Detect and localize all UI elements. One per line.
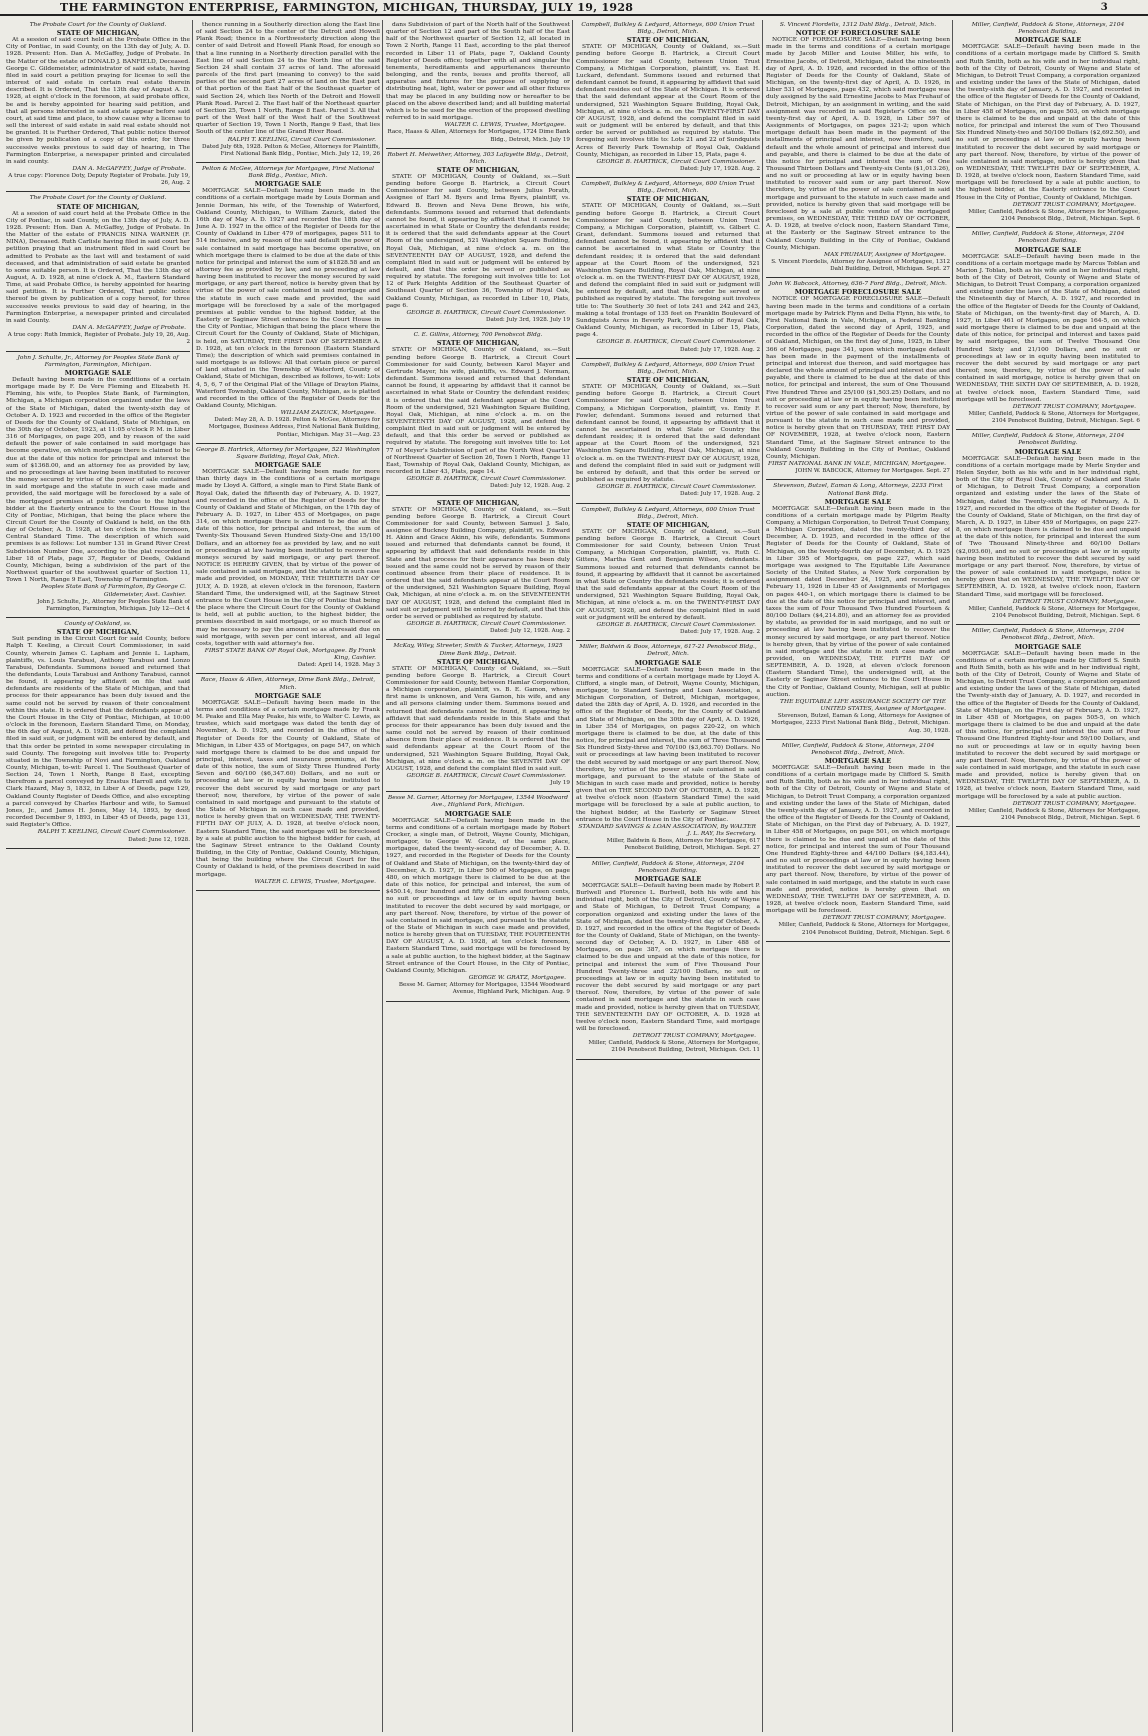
notice-body: MORTGAGE SALE—Default having been made in the conditions of a certain mortgage made by Clifford S. Smith and Ruth Smith, both as his wife and in her individual right, both of the City of Detroit, County of Wayne and State of Michigan, to Detroit Trust Company, a corporation organized and existing under the laws of the State of Michigan, dated the Twenty-sixth day of January, A. D. 1927, and recorded in the office of the Register of Deeds for the County of Oakland, State of Michigan, on the First day of February, A. D. 1927, in Liber 458 of Mortgages, on pages 505-5, on which mortgage there is claimed to be due and unpaid at the date of this notice, for principal and interest the sum of Four Thousand One Hundred Eighty-four and 59/100 Dollars, and no suit or proceedings at law or in equity having been instituted to recover the debt secured by said mortgage or any part thereof. Now, therefore, by virtue of the power of sale contained in said mortgage, and the statute in such case made and provided, notice is hereby given that on WEDNESDAY, THE TWELFTH DAY OF SEPTEMBER, A. D. 1928, at twelve o'clock noon, Eastern Standard Time, said mortgage will be foreclosed by a sale at public auction.	[956, 650, 1140, 800]
notice-dates: John J. Schulte, Jr., Attorney for Peoples State Bank of Farmington, Farmington, Michigan. July 12—Oct 4	[37, 598, 190, 612]
notice-body: MORTGAGE SALE—Default having been made in the conditions of a certain mortgage made by Clifford S. Smith and Ruth Smith, both as his wife and in her individual right, both of the City of Detroit, County of Wayne and State of Michigan, to Detroit Trust Company, a corporation organized and existing under the laws of the State of Michigan, dated the twenty-sixth day of January, A. D. 1927, and recorded in the office of the Register of Deeds for the County of Oakland, State of Michigan, on the First day of February, A. D. 1927, in Liber 458 of Mortgages, on page 501, on which mortgage there is claimed to be due and unpaid at the date of this notice, for principal and interest the sum of Four Thousand One Hundred Eighty-three and 44/100 Dollars ($4,183.44), and no suit or proceedings at law or in equity having been instituted to recover the debt secured by said mortgage or any part thereof. Now, therefore, by virtue of the power of sale contained in said mortgage, and the statute in such case made and provided, notice is hereby given that on WEDNESDAY, THE TWELFTH DAY OF SEPTEMBER, A. D. 1928, at twelve o'clock noon, Eastern Standard Time, said mortgage will be foreclosed.	[766, 765, 950, 915]
notice-body: STATE OF MICHIGAN, County of Oakland, ss.—Suit pending before George B. Hartrick, a Circuit Court Commissioner for said County, between Union Trust Company, a Michigan Corporation, plaintiff, vs. Emily F. Fowler, defendant. Summons issued and returned that defendant cannot be found, it appearing by affidavit that it cannot be ascertained in what State or Country the defendant resides; it is ordered that the said defendant appear at the Court Room of the undersigned, 521 Washington Square Building, Royal Oak, Michigan, at nine o'clock a. m. on the TWENTY-FIRST DAY OF AUGUST, 1928, and defend the complaint filed in said suit or judgment will be entered by default, and that this order be served or published as required by statute.	[576, 384, 760, 484]
notice-heading: STATE OF MICHIGAN,	[56, 29, 140, 38]
notice-dates: Dated: July 17, 1928. Aug. 2	[680, 629, 760, 636]
legal-notice	[956, 628, 1140, 822]
notice-signature: DAN A. McGAFFEY, Judge of Probate.	[72, 165, 186, 172]
page-marker: 3	[1100, 1, 1108, 13]
notice-divider	[196, 673, 380, 674]
legal-notice	[576, 861, 760, 1055]
notice-divider	[196, 890, 380, 891]
notice-heading: MORTGAGE SALE	[634, 658, 702, 667]
notice-divider	[6, 191, 190, 192]
notice-body: Default having been made in the conditions of a certain mortgage made by F. De Vere Fleming and Elizabeth H. Fleming, his wife, to Peoples State Bank, of Farmington, Michigan, a Michigan corporation organized under the laws of the State of Michigan, dated the twenty-sixth day of October A. D. 1923 and recorded in the office of the Register of Deeds for the County of Oakland, State of Michigan, on the 30th day of October, 1923, at 11:05 o'clock P. M. in Liber 316 of Mortgages, on page 205, and by reason of the said default the power of sale contained in said mortgage has become operative, on which mortgage there is claimed to be due at the date of this notice for principal and interest the sum of $1368.00, and an attorney fee as provided by law, and no proceedings at law having been instituted to recover the money secured by virtue of the power of sale contained in said mortgage and the statute in such case made and provided, the said mortgage will be foreclosed by a sale of the mortgaged premises at public vendue to the highest bidder at the Easterly entrance to the Court House in the City of Pontiac, Michigan, that being the place where the Circuit Court for the County of Oakland is held, on the 6th day of October, A. D. 1928, at ten o'clock in the forenoon, Central Standard Time. The description of which said premises is as follows: Lot number 131 in Grand River Crest Subdivision Number One, according to the plat recorded in Liber 18 of Plats, page 37, Register of Deeds, Oakland County, Michigan, being a subdivision of the part of the Northwest quarter of the southwest quarter of Section 11, Town 1 North, Range 9 East, Township of Farmington.	[6, 376, 190, 584]
notice-divider	[386, 148, 570, 149]
notice-heading: STATE OF MICHIGAN,	[56, 202, 140, 211]
notice-signature: RALPH T. KEELING, Circuit Court Commissioner.	[227, 136, 376, 143]
notice-body: STATE OF MICHIGAN, County of Oakland, ss.—Suit pending before George B. Hartrick, a Circuit Court Commissioner for said County, between Karol Mayer and Gertrude Mayer, his wife, plaintiffs, vs. Edward J. Norman, defendant. Summons issued and returned that defendant cannot be found, it appearing by affidavit that it cannot be ascertained in what State or Country the defendant resides; it is ordered that the said defendant appear at the Court Room of the undersigned, 521 Washington Square Building, Royal Oak, Michigan, at nine o'clock a. m. on the SEVENTEENTH DAY OF AUGUST, 1928, and defend the complaint filed in said suit or judgment will be entered by default, and that this order be served or published as required by statute. The foregoing suit involves title to: Lot 77 of Meyer's Subdivision of part of the North West Quarter of Northwest Quarter of Section 26, Town 1 North, Range 11 East, Township of Royal Oak, Oakland County, Michigan, as recorded in Liber 43, Plats, page 14.	[386, 347, 570, 476]
notice-signature: WILLIAM ZAZUCK, Mortgagee.	[280, 410, 376, 417]
notice-heading: STATE OF MICHIGAN,	[626, 376, 710, 385]
legal-notice	[196, 447, 380, 670]
notice-signature: GEORGE B. HARTRICK, Circuit Court Commissioner.	[406, 476, 566, 483]
notice-divider	[386, 1001, 570, 1002]
column-rule	[572, 20, 573, 1732]
notice-dates: Race, Haass & Allen, Attorneys for Mortgagee, 1724 Dime Bank Bldg., Detroit, Mich. July 19	[387, 129, 570, 143]
column-6	[956, 22, 1140, 1730]
notice-body: MORTGAGE SALE—Default having been made in the conditions of a certain mortgage made by Marcus Toblan and Marion J. Toblan, both as his wife and in her individual right, both of the City of Detroit, County of Wayne and State of Michigan, to Detroit Trust Company, a corporation organized and existing under the laws of the State of Michigan, dated the Nineteenth day of March, A. D. 1927, and recorded in the office of the Register of Deeds for the County of Oakland, State of Michigan, on the twenty-first day of March, A. D. 1927, in Liber 461 of Mortgages, on page 164-5, on which said mortgage there is claimed to be due and unpaid at the date of this notice, for principal and interest and taxes paid by said mortgagee, the sum of Twelve Thousand One Hundred Sixty and 21/100 Dollars, and no suit or proceedings at law or in equity having been instituted to recover the debt secured by said mortgage or any part thereof; now, therefore, by virtue of the power of sale contained in said mortgage, notice is hereby given that on WEDNESDAY, THE SIXTH DAY OF SEPTEMBER, A. D. 1928, at twelve o'clock noon, Eastern Standard Time, said mortgage will be foreclosed.	[956, 253, 1140, 403]
legal-notice	[6, 195, 190, 346]
notice-attorney-line: The Probate Court for the County of Oakland.	[29, 22, 167, 28]
notice-attorney-line: George B. Hartrick, Attorney for Mortgagee, 521 Washington Square Building, Royal Oak, Mich.	[196, 446, 380, 460]
notice-body: MORTGAGE SALE—Default having been made in the conditions of a certain mortgage made by Merle Snyder and Helen Snyder, both as his wife and in her individual right, both of the City of Royal Oak, County of Oakland and State of Michigan, to Detroit Trust Company, a corporation organized and existing under the laws of the State of Michigan, dated the Twenty-sixth day of February, A. D. 1927, and recorded in the office of the Register of Deeds for the County of Oakland, State of Michigan, on the first day of March, A. D. 1927, in Liber 459 of Mortgages, on page 227-8, on which mortgage there is claimed to be due and unpaid at the date of this notice, for principal and interest the sum of Two Thousand Ninety-three and 60/100 Dollars ($2,093.60), and no suit or proceedings at law or in equity having been instituted to recover the debt secured by said mortgage or any part thereof. Now, therefore, by virtue of the power of sale contained in said mortgage, notice is hereby given that on WEDNESDAY, THE TWELFTH DAY OF SEPTEMBER, A. D. 1928, at twelve o'clock noon, Eastern Standard Time, said mortgage will be foreclosed.	[956, 455, 1140, 598]
notice-divider	[956, 227, 1140, 228]
notice-signature: DETROIT TRUST COMPANY, Mortgagee.	[1012, 800, 1136, 807]
legal-notice	[576, 181, 760, 354]
notice-dates: A true copy: Florence Doty, Deputy Register of Probate. July 19, 26, Aug. 2	[8, 173, 190, 187]
notice-attorney-line: Miller, Baldwin & Boos, Attorneys, 617-21 Penobscot Bldg., Detroit, Mich.	[579, 644, 757, 658]
legal-notice	[386, 22, 570, 144]
notice-attorney-line: Campbell, Bulkley & Ledyard, Attorneys, 600 Union Trust Bldg., Detroit, Mich.	[581, 361, 755, 375]
column-1	[6, 22, 190, 1730]
notice-signature: DETROIT TRUST COMPANY, Mortgagee.	[1012, 403, 1136, 410]
notice-heading: MORTGAGE FORECLOSURE SALE	[794, 288, 922, 297]
notice-heading: MORTGAGE SALE	[824, 757, 892, 765]
notice-dates: July 19	[550, 780, 570, 787]
notice-attorney-line: Campbell, Bulkley & Ledyard, Attorneys, 600 Union Trust Bldg., Detroit, Mich.	[581, 181, 755, 195]
notice-dates: Besse M. Garner, Attorney for Mortgagee, 13544 Woodward Avenue, Highland Park, Michigan. Aug. 9	[398, 982, 570, 996]
notice-attorney-line: Miller, Canfield, Paddock & Stone, Attorneys, 2104 Penobscot Building.	[971, 433, 1125, 447]
notice-attorney-line: Miller, Canfield, Paddock & Stone, Attorneys, 2104 Penobscot Building.	[971, 22, 1125, 36]
notice-attorney-line: Pelton & McGee, Attorneys for Mortgagee, First National Bank Bldg., Pontiac, Mich.	[202, 165, 374, 180]
notice-signature: GEORGE B. HARTRICK, Circuit Court Commissioner.	[406, 773, 566, 779]
notice-body: MORTGAGE SALE—Default having been made in the conditions of a certain mortgage made by Clifford S. Smith and Ruth Smith, both as his wife and in her individual right, both of the City of Detroit, County of Wayne and State of Michigan, to Detroit Trust Company, a corporation organized and existing under the laws of the State of Michigan, dated the twenty-sixth day of January, A. D. 1927, and recorded in the office of the Register of Deeds for the County of Oakland, State of Michigan, on the First day of February, A. D. 1927, in Liber 458 of Mortgages, on page 503, on which mortgage there is claimed to be due and unpaid at the date of this notice, for principal and interest the sum of Two Thousand Six Hundred Ninety-two and 50/100 Dollars ($2,692.50), and no suit or proceedings at law or in equity having been instituted to recover the debt secured by said mortgage or any part thereof. Now, therefore, by virtue of the power of sale contained in said mortgage, notice is hereby given that on WEDNESDAY, THE TWELFTH DAY OF SEPTEMBER, A. D. 1928, at twelve o'clock noon, Eastern Standard Time, said mortgage will be foreclosed by a sale at public auction, to the highest bidder, at the Easterly entrance to the Court House in the City of Pontiac, County of Oakland, Michigan.	[956, 44, 1140, 201]
column-5	[766, 22, 950, 1730]
notice-heading: MORTGAGE SALE	[444, 809, 512, 818]
notice-divider	[386, 639, 570, 640]
notice-dates: S. Vincent Fiordelis, Attorney for Assignee of Mortgagee, 1312 Dahl Building, Detroit, Michigan. Sept. 27	[771, 259, 950, 273]
notice-body: STATE OF MICHIGAN, County of Oakland, ss.—Suit pending before George B. Hartrick, a Circuit Court Commissioner for said County, between Union Trust Company, a Michigan Corporation, plaintiff, vs. Ruth C. Gittens, Martha Gent and Benjamin Wilson, defendants. Summons issued and returned that defendants cannot be found, it appearing by affidavit that it cannot be ascertained in what State or Country the defendants reside; it is ordered that the said defendants appear at the Court Room of the undersigned, 521 Washington Square Building, Royal Oak, Michigan, at nine o'clock a. m. on the TWENTY-FIRST DAY OF AUGUST, 1928, and defend the complaint filed in said suit or judgment will be entered by default.	[576, 528, 760, 621]
notice-body: MORTGAGE SALE—Default having been made in the terms and conditions of a certain mortgage made by Lloyd A. Clifford, a single man, of Detroit, Wayne County, Michigan, mortgagor, to Standard Savings and Loan Association, a Michigan Corporation, of Detroit, Michigan, mortgagee, dated the 28th day of April, A. D. 1926, and recorded in the office of the Register of Deeds, for the County of Oakland and State of Michigan, on the 30th day of April, A. D. 1926, in Liber 354 of Mortgages, on pages 220-22, on which mortgage there is claimed to be due, at the date of this notice, for principal and interest, the sum of Three Thousand Six Hundred Sixty-three and 70/100 ($3,663.70) Dollars. No suit or proceedings at law having been instituted to recover the debt secured by said mortgage or any part thereof. Now, therefore, by virtue of the power of sale contained in said mortgage, and pursuant to the statute of the State of Michigan in such case made and provided, notice is hereby given that on THE SECOND DAY OF OCTOBER, A. D. 1928, at twelve o'clock noon (Eastern Standard Time) the said mortgage will be foreclosed by a sale at public auction, to the highest bidder, at the Easterly or Saginaw Street entrance to the Court House in the City of Pontiac.	[576, 666, 760, 823]
legal-notice	[956, 231, 1140, 425]
notice-body: MORTGAGE SALE—Default having been made for more than thirty days in the conditions of a certain mortgage made by Lloyd A. Gifford, a single man to First State Bank of Royal Oak, dated the fifteenth day of February, A. D. 1927, and recorded in the office of the Register of Deeds for the County of Oakland and State of Michigan, on the 17th day of February A. D. 1927, in Liber 453 of Mortgages, on page 314, on which mortgage there is claimed to be due at the date of this notice, for principal and interest, the sum of Twenty-Six Thousand Seven Hundred Sixty-One and 15/100 Dollars, and an attorney fee as provided by law, and no suit or proceedings at law having been instituted to recover the moneys secured by said mortgage, or any part thereof. NOTICE IS HEREBY GIVEN, that by virtue of the power of sale contained in said mortgage, and the statute in such case made and provided, on MONDAY, THE THIRTIETH DAY OF JULY, A. D. 1928, at eleven o'clock in the forenoon, Eastern Standard Time, the undersigned will, at the Saginaw Street entrance to the Court House in the City of Pontiac that being the place where the Circuit Court for the County of Oakland is held, sell at public auction, to the highest bidder, the premises described in said mortgage, or so much thereof as may be necessary to pay the amount so as aforesaid due on said mortgage, with seven per cent interest, and all legal costs, together with said attorney's fee.	[196, 469, 380, 647]
legal-notice	[196, 166, 380, 439]
notice-body: STATE OF MICHIGAN, County of Oakland, ss.—Suit pending before George B. Hartrick, a Circuit Court Commissioner for said County, between Union Trust Company, a Michigan Corporation, plaintiff, vs. East H. Luckard, defendant. Summons issued and returned that defendant cannot be found, it appearing by affidavit that said defendant resides out of the State of Michigan. It is ordered that the said defendant appear at the Court Room of the undersigned, 521 Washington Square Building, Royal Oak, Michigan, at nine o'clock a. m. on the TWENTY-FIRST DAY OF AUGUST, 1928, and defend the complaint filed in said suit or judgment will be entered by default, and that this order be served or published as required by statute. The foregoing suit involves title to: Lots 21 and 22 of Sundquists Acres of Beverly Park Township of Royal Oak, Oakland County, Michigan, as recorded in Liber 15, Plats, page 4.	[576, 44, 760, 158]
notice-signature: GEORGE B. HARTRICK, Circuit Court Commissioner.	[596, 621, 756, 628]
notice-body: thence running in a Southerly direction along the East line of said Section 24 to the center of the Detroit and Howell Plank Road; thence in a Northwesterly direction along the center of said Detroit and Howell Plank Road, for enough so that a line running in a Northerly direction parallel with the East line of said Section 24 to the North line of the said Section 24 shall contain 37 acres of land. The aforesaid parcels of the first part (meaning to convey) to the said parties of the second part 27 acres of land on the East part of that portion of the East half of the Southeast quarter of said Section 24, which lies North of the Detroit and Howell Plank Road. Parcel 2. The East half of the Northeast quarter of Section 25, Town 1 North, Range 8 East. Parcel 3. All that part of the West half of the West half of the Southwest quarter of Section 19, Town 1 North, Range 9 East, that lies South of the center line of the Grand River Road.	[196, 22, 380, 136]
notice-divider	[576, 640, 760, 641]
column-rule	[192, 20, 193, 1732]
notice-heading: STATE OF MICHIGAN,	[626, 520, 710, 529]
notice-heading: MORTGAGE SALE	[1014, 447, 1082, 456]
notice-signature: GEORGE B. HARTRICK, Circuit Court Commissioner.	[596, 484, 756, 491]
legal-notice	[6, 22, 190, 187]
notice-signature: GEORGE B. HARTRICK, Circuit Court Commissioner.	[596, 158, 756, 165]
notice-heading: NOTICE OF FORECLOSURE SALE	[795, 29, 921, 38]
column-2	[196, 22, 380, 1730]
notice-divider	[956, 429, 1140, 430]
notice-heading: MORTGAGE SALE	[254, 180, 322, 189]
notice-heading: STATE OF MICHIGAN,	[626, 36, 710, 45]
notice-heading: MORTGAGE SALE	[824, 497, 892, 506]
column-3	[386, 22, 570, 1730]
notice-divider	[386, 791, 570, 792]
notice-dates: Miller, Canfield, Paddock & Stone, Attorneys for Mortgagee, 2104 Penobscot Building, Detroit, Michigan. Sept. 6	[968, 605, 1140, 620]
notice-heading: STATE OF MICHIGAN,	[436, 657, 520, 666]
legal-notice	[956, 22, 1140, 223]
notice-body: Suit pending in the Circuit Court for said County, before Ralph T. Keeling, a Circuit Court Commissioner, in said County, wherein James C. Lapham and Jennie L. Lapham, plaintiffs, vs. Louis Tarabusi, Anthony Tarabusi and Lonzo Tarabusi, Defendants. Summons issued and returned that the defendants, Louis Tarabusi and Anthony Tarabusi, cannot be found, it appearing by affidavit on file that said defendants are residents of the State of Michigan, and that process for their appearance has been duly issued and the same could not be served by reason of their concealment within this state. It is ordered that the defendants appear at the Court House in the City of Pontiac, Michigan, at 10:00 o'clock in the forenoon, Eastern Standard Time, on Monday, the 6th day of August, A. D. 1928, and defend the complaint filed in said suit, or judgment will be entered by default, and that this order be printed in some newspaper circulating in said County. The foregoing suit involves title to: Property situated in the Township of Novi and Farmington, Oakland County, Michigan, to-wit: Parcel 1. The Southeast Quarter of Section 24, Town 1 North, Range 8 East, excepting therefrom a parcel conveyed by Erastus Harroll and wife to Clark Hazard, May 5, 1832, in Liber A of Deeds, page 129, Oakland County Register of Deeds Office, and also excepting a parcel conveyed by Charles Harbour and wife, to Samuel Jones, Jr., and James H. Jones, May 14, 1893, by deed recorded December 9, 1893, in Liber 45 of Deeds, page 131, said Register's Office.	[6, 636, 190, 829]
notice-divider	[576, 177, 760, 178]
notice-heading: MORTGAGE SALE	[634, 874, 702, 883]
notice-body: NOTICE OF MORTGAGE FORECLOSURE SALE—Default having been made in the terms and conditions of a certain mortgage made by Patrick Flynn and Delia Flynn, his wife, to First National Bank in Vale, Michigan, a Federal Banking Corporation, dated the second day of April, 1925, and recorded in the office of the Register of Deeds for the County of Oakland, Michigan, on the first day of June, 1925, in Liber 366 of Mortgages, page 341, upon which mortgage default has been made in the payment of the installments of principal and interest due thereon, and said mortgagee has declared the whole amount of principal and interest due and payable, and there is claimed to be due at the date of this notice, for principal and interest, the sum of One Thousand Five Hundred Three and 25/100 ($1,503.25) Dollars, and no suit or proceeding at law or in equity having been instituted to recover said sum or any part thereof; Now, therefore, by virtue of the power of sale contained in said mortgage and pursuant to the statute in such case made and provided, notice is hereby given that on THURSDAY, THE FIRST DAY OF NOVEMBER, 1928, at twelve o'clock noon, Eastern Standard Time, at the Saginaw Street entrance to the Oakland County Building in the City of Pontiac, Oakland County, Michigan.	[766, 296, 950, 460]
notice-dates: Dated: April 14, 1928. May 3	[297, 662, 380, 669]
notice-divider	[766, 739, 950, 740]
column-4	[576, 22, 760, 1730]
column-rule	[952, 20, 953, 1732]
notice-dates: Miller, Canfield, Paddock & Stone, Attorneys for Mortgagee, 2104 Penobscot Building, Detroit, Michigan. Sept. 6	[968, 410, 1140, 425]
notice-attorney-line: Miller, Canfield, Paddock & Stone, Attorneys, 2104 Penobscot Building.	[971, 231, 1125, 245]
notice-signature: MAX FRUHAUF, Assignee of Mortgagee.	[824, 251, 946, 258]
notice-dates: Dated: June 12, 1928.	[128, 836, 190, 843]
notice-attorney-line: Campbell, Bulkley & Ledyard, Attorneys, 600 Union Trust Bldg., Detroit, Mich.	[581, 22, 755, 36]
notice-dates: Dated: July 17, 1928. Aug. 2	[680, 165, 760, 172]
notice-signature: FIRST NATIONAL BANK IN VALE, MICHIGAN, Mortgagee.	[768, 461, 946, 468]
notice-divider	[766, 277, 950, 278]
notice-heading: MORTGAGE SALE	[1014, 36, 1082, 45]
notice-divider	[386, 328, 570, 329]
notice-dates: Dated: July 3rd, 1928. July 19	[485, 317, 570, 324]
legal-notice	[576, 22, 760, 173]
notice-dates: Miller, Canfield, Paddock & Stone, Attorneys for Mortgagee, 2104 Penobscot Building, Detroit, Michigan. Oct. 11	[588, 1040, 760, 1054]
notice-dates: Miller, Baldwin & Boos, Attorneys for Mortgagee, 617 Penobscot Building, Detroit, Michigan. Sept. 27	[606, 838, 760, 852]
notice-divider	[6, 617, 190, 618]
notice-body: At a session of said court held at the Probate Office in the City of Pontiac, in said County, on the 13th day of July, A. D. 1928. Present: Hon. Dan A. McGaffey, Judge of Probate. In the Matter of the estate of DONALD J. BANFIELD, Deceased. George C. Gildemeister, administrator of said estate, having filed in said court a petition praying for license to sell the interest of said estate in certain real estate therein described. It is Ordered, That the 13th day of August A. D. 1928, at eight o'clock in the forenoon, at said probate office, be and is hereby appointed for hearing said petition, and that all persons interested in said estate appear before said court, at said time and place, to show cause why a license to sell the interest of said estate in said real estate should not be granted. It is Further Ordered, That public notice thereof be given by publication of a copy of this order, for three successive weeks previous to said day of hearing, in The Farmington Enterprise, a newspaper printed and circulated in said county.	[6, 37, 190, 165]
notice-dates: Dated: July 12, 1928. Aug. 2	[490, 628, 570, 635]
notice-attorney-line: Besse M. Garner, Attorney for Mortgagee, 13544 Woodward Ave., Highland Park, Michigan.	[387, 795, 569, 809]
notice-signature: Peoples State Bank of Farmington, By George C. Gildemeister, Asst. Cashier.	[41, 584, 186, 598]
notice-divider	[576, 857, 760, 858]
notice-signature: GEORGE W. GRATZ, Mortgagee.	[468, 975, 566, 982]
notice-dates: Dated July 6th, 1928. Pelton & McGee, Attorneys for Plaintiffs, First National Bank Bldg., Pontiac, Mich. July 12, 19, 26	[202, 143, 380, 157]
notice-body: STATE OF MICHIGAN, County of Oakland, ss.—Suit pending before George B. Hartrick, a Circuit Court Commissioner for said County, between Hamlar Corporation, a Michigan corporation, plaintiff, vs. B. E. Gamon, whose first name is unknown, and Vera Gamon, his wife, and any and all persons claiming under them. Summons issued and returned that defendants cannot be found, it appearing by affidavit that said defendants reside in this State and that process for their appearance has been duly issued and the same could not be served by reason of their continued absence from their place of residence. It is ordered that the said defendants appear at the Court Room of the undersigned, 521 Washington Square Building, Royal Oak, Michigan, at nine o'clock a. m. on the SEVENTH DAY OF AUGUST, 1928, and defend the complaint filed in said suit.	[386, 665, 570, 772]
notice-heading: MORTGAGE SALE	[254, 691, 322, 700]
notice-signature: DETROIT TRUST COMPANY, Mortgagee.	[1012, 598, 1136, 605]
notice-heading: STATE OF MICHIGAN,	[626, 195, 710, 204]
notice-heading: MORTGAGE SALE	[64, 368, 132, 377]
notice-divider	[956, 826, 1140, 827]
notice-divider	[576, 503, 760, 504]
column-rule	[762, 20, 763, 1732]
notice-dates: JOHN W. BABCOCK, Attorney for Mortgagee. Sept. 27	[795, 468, 950, 475]
legal-notice	[196, 677, 380, 885]
notice-attorney-line: The Probate Court for the County of Oakland.	[29, 195, 167, 202]
notice-attorney-line: Robert H. Meiwether, Attorney, 303 Lafayette Bldg., Detroit, Mich.	[387, 151, 569, 165]
notice-dates: Miller, Canfield, Paddock & Stone, Attorneys for Mortgagee, 2104 Penobscot Bldg., Detroit, Michigan. Sept. 6	[968, 208, 1140, 223]
notice-attorney-line: Miller, Canfield, Paddock & Stone, Attorneys, 2104 Penobscot Building.	[591, 860, 745, 874]
legal-notice	[386, 152, 570, 325]
notice-attorney-line: Campbell, Bulkley & Ledyard, Attorneys, 600 Union Trust Bldg., Detroit, Mich.	[581, 506, 755, 520]
notice-body: dans Subdivision of part of the North half of the Southwest quarter of Section 12 and part of the South half of the East half of the Northwest quarter of Section 12, all located in Town 2 North, Range 11 East, according to the plat thereof recorded in Liber 11 of Plats, page 7, Oakland County Register of Deeds office; together with all and singular the tenements, hereditaments and appurtenances thereunto belonging, and the rents, issues and profits thereof, all apparatus and fixtures for the purpose of supplying or distributing heat, light, water or power and all other fixtures that may be placed in any building now or hereafter to be placed on the above described land; and all building material which is to be used for the erection of the proposed dwelling referred to in said mortgage.	[386, 22, 570, 122]
legal-notice	[576, 507, 760, 637]
notice-signature: DETROIT TRUST COMPANY, Mortgagee.	[822, 915, 946, 922]
notice-body: At a session of said court held at the Probate Office in the City of Pontiac, in said County, on the 13th day of July, A. D. 1928. Present: Hon. Dan A. McGaffey, Judge of Probate. In the Matter of the estate of FRANCIS NINA WARNER (F. NINA), Deceased. Ruth Carlisle having filed in said court her petition praying that an instrument filed in said Court be admitted to Probate as the last will and testament of said deceased, and that administration of said estate be granted to some suitable person. It is Ordered, That the 13th day of August, A. D. 1928, at nine o'clock A. M., Eastern Standard Time, at said Probate Office, is hereby appointed for hearing said petition. It is Further Ordered, That public notice thereof be given by publication of a copy hereof, for three successive weeks previous to said day of hearing, in the Farmington Enterprise, a newspaper printed and circulated in said County.	[6, 210, 190, 324]
notice-divider	[196, 443, 380, 444]
notice-body: MORTGAGE SALE—Default having been made in the conditions of a certain mortgage made by Pilgrim Realty Company, a Michigan Corporation, to Detroit Trust Company, a Michigan Corporation, dated the twenty-third day of December, A. D. 1925, and recorded in the office of the Register of Deeds for the County of Oakland, State of Michigan, on the twenty-fourth day of December, A. D. 1925 in Liber 395 of Mortgages, on page 227, which said mortgage was assigned to The Equitable Life Assurance Society of the United States, a New York corporation by assignment dated December 24, 1925, and recorded on February 11, 1926 in Liber 45 of Assignments of Mortgages on pages 440-1, on which mortgage there is claimed to be due at the date of this notice for principal and interest, and taxes the sum of Four Thousand Two Hundred Fourteen & 80/100 Dollars ($4,214.80), and an attorney fee as provided by statute, as provided for in said mortgage, and no suit or proceeding at law having been instituted to recover the money secured by said mortgage, or any part thereof. Notice is hereby given, that by virtue of the power of sale contained in said mortgage and the statute in such case made and provided, on WEDNESDAY, THE FIFTH DAY OF SEPTEMBER, A. D. 1928, at eleven o'clock forenoon (Eastern Standard Time), the undersigned will, at the Easterly or Saginaw Street entrance to the Court House in the City of Pontiac, Oakland County, Michigan, sell at public auction.	[766, 505, 950, 698]
notice-heading: STATE OF MICHIGAN,	[56, 628, 140, 637]
notice-dates: A true copy: Ruth Immick, Register of Probate. July 19, 26, Aug. 2	[7, 332, 190, 346]
legal-notice	[766, 743, 950, 937]
notice-body: STATE OF MICHIGAN, County of Oakland, ss.—Suit pending before George B. Hartrick, a Circuit Court Commissioner for said County, between Samuel J. Salo, assignee of Buckney Building Company, plaintiff, vs. Edward H. Akinn and Grace Akinn, his wife, defendants. Summons issued and returned that defendants cannot be found, it appearing by affidavit that said defendants reside in this State and that process for their appearance has been duly issued and the same could not be served by reason of their continued absence from their place of residence. It is ordered that the said defendants appear at the Court Room of the undersigned, 521 Washington Square Building, Royal Oak, Michigan, at nine o'clock a. m. on the SEVENTEENTH DAY OF AUGUST, 1928, and defend the complaint filed in said suit or judgment will be entered by default, and that this order be served or published as required by statute.	[386, 506, 570, 620]
notice-body: MORTGAGE SALE—Default having been made in the terms and conditions of a certain mortgage made by Robert Crocker, a single man, of Detroit, Wayne County, Michigan, mortgagor, to George W. Gratz, of the same place, mortgagee, dated the twenty-second day of December, A. D. 1927, and recorded in the Register of Deeds for the County of Oakland and State of Michigan, on the twenty-third day of December, A. D. 1927, in Liber 500 of Mortgages, on page 480, on which mortgage there is claimed to be due at the date of this notice, for principal and interest, the sum of $450.14, four hundred and fifty dollars and fourteen cents, no suit or proceedings at law or in equity having been instituted to recover the debt secured by said mortgage, or any part thereof. Now, therefore, by virtue of the power of sale contained in said mortgage, and pursuant to the statute of the State of Michigan in such case made and provided, notice is hereby given that on TUESDAY, THE FOURTEENTH DAY OF AUGUST, A. D. 1928, at ten o'clock forenoon, Eastern Standard Time, said mortgage will be foreclosed by a sale at public auction, to the highest bidder, at the Saginaw Street entrance of the Court House, in the City of Pontiac, Oakland County, Michigan.	[386, 817, 570, 974]
notice-body: MORTGAGE SALE—Default having been made in the conditions of a certain mortgage made by Louis Dorman and Jennie Dorman, his wife, of the Township of Waterford, Oakland County, Michigan, to William Zazuck, dated the 16th day of May A. D. 1927 and recorded the 18th day of June A. D. 1927 in the office of the Register of Deeds for the County of Oakland in Liber 479 of mortgages, pages 511 to 514 inclusive, and by reason of the said default the power of sale contained in said mortgage has become operative, on which mortgage there is claimed to be due at the date of this notice for principal and interest the sum of $1828.58 and an attorney fee as provided by law, and no proceeding at law having been instituted to recover the money secured by said mortgage, or any part thereof, notice is hereby given that by virtue of the power of sale contained in said mortgage and the statute in such case made and provided, the said mortgage will be foreclosed by a sale of the mortgaged premises at public vendue to the highest bidder, at the Easterly or Saginaw Street entrance to the Court House in the City of Pontiac, Michigan that being the place where the Circuit Court for the County of Oakland, State of Michigan, is held, on SATURDAY, THE FIRST DAY OF SEPTEMBER A. D. 1928, at ten o'clock in the forenoon (Eastern Standard Time); the description of which said premises contained in said mortgage is as follows: All that certain piece or parcel of land situated in the Township of Waterford, County of Oakland, State of Michigan, described as follows, to-wit: Lots 4, 5, 6, 7 of the Original Plat of the Village of Drayton Plains, Waterford Township, Oakland County, Michigan, as is platted and recorded in the office of the Register of Deeds for the Oakland County, Michigan.	[196, 188, 380, 409]
notice-signature: DETROIT TRUST COMPANY, Mortgagee.	[1012, 201, 1136, 208]
legal-notice	[6, 355, 190, 613]
notice-attorney-line: County of Oakland, ss.	[64, 621, 132, 628]
notice-attorney-line: McKay, Wiley, Streeter, Smith & Tucker, Attorneys, 1925 Dime Bank Bldg., Detroit.	[393, 643, 563, 657]
notice-heading: STATE OF MICHIGAN,	[436, 339, 520, 348]
notice-signature: DETROIT TRUST COMPANY, Mortgagee.	[632, 1033, 756, 1040]
notice-heading: STATE OF MICHIGAN,	[436, 165, 520, 174]
masthead-title: THE FARMINGTON ENTERPRISE, FARMINGTON, MICHIGAN, THURSDAY, JULY 19, 1928	[60, 0, 634, 14]
legal-notice	[386, 332, 570, 490]
legal-notice	[766, 483, 950, 734]
legal-notice	[386, 795, 570, 996]
legal-notice	[576, 644, 760, 852]
notice-body: MORTGAGE SALE—Default having been made by Robert P. Burlwell and Florence L. Burlwell, both his wife and his individual right, both of the City of Detroit, County of Wayne and State of Michigan, to Detroit Trust Company, a corporation organized and existing under the laws of the State of Michigan, dated the twenty-first day of October, A. D. 1927, and recorded in the office of the Register of Deeds for the County of Oakland, State of Michigan, on the twenty-second day of October, A. D. 1927, in Liber 488 of Mortgages, on page 387, on which mortgage there is claimed to be due and unpaid at the date of this notice, for principal and interest the sum of Five Thousand Four Hundred Twenty-three and 22/100 Dollars, no suit or proceedings at law or in equity having been instituted to recover the debt secured by said mortgage or any part thereof. Now, therefore, by virtue of the power of sale contained in said mortgage and the statute in such case made and provided, notice is hereby given that on TUESDAY, THE SEVENTEENTH DAY OF OCTOBER, A. D. 1928 at twelve o'clock noon, Eastern Standard Time, said mortgage will be foreclosed.	[576, 882, 760, 1032]
legal-notice	[766, 22, 950, 273]
notice-attorney-line: John J. Schulte, Jr., Attorney for Peoples State Bank of Farmington, Farmington, Michigan.	[17, 354, 179, 368]
notice-dates: Stevenson, Butzel, Eaman & Long, Attorneys for Assignee of Mortgagee, 2233 First National Bank Bldg., Detroit, Michigan. Aug. 30, 1928.	[771, 713, 950, 734]
notice-signature: FIRST STATE BANK OF Royal Oak, Mortgagee. By Frank King, Cashier.	[204, 647, 376, 662]
masthead	[0, 0, 1148, 16]
notice-divider	[6, 351, 190, 352]
legal-notice	[386, 643, 570, 787]
notice-dates: Miller, Canfield, Paddock & Stone, Attorneys for Mortgagee, 2104 Penobscot Bldg., Detroit, Michigan. Sept. 6	[968, 807, 1140, 822]
notice-attorney-line: John W. Babcock, Attorney, 636-7 Ford Bldg., Detroit, Mich.	[769, 281, 947, 288]
notice-dates: Dated: May 28, A. D. 1928. Pelton & McGee, Attorneys for Mortgagee, Business Address, First National Bank Building, Pontiac, Michigan. May 31—Aug. 23	[208, 417, 380, 438]
notice-attorney-line: Miller, Canfield, Paddock & Stone, Attorneys, 2104 Penobscot Bldg., Detroit, Mich.	[781, 742, 935, 756]
legal-notice	[6, 621, 190, 844]
notice-divider	[576, 1059, 760, 1060]
notice-dates: Dated: July 17, 1928. Aug. 2	[680, 346, 760, 353]
notice-divider	[956, 624, 1140, 625]
notice-attorney-line: Race, Haass & Allen, Attorneys, Dime Bank Bldg., Detroit, Mich.	[200, 677, 376, 691]
notice-body: MORTGAGE SALE—Default having been made in the terms and conditions of a certain mortgage made by Frank M. Peake and Ella May Peake, his wife, to Walter C. Lewis, as trustee, which said mortgage was dated the tenth day of November, A. D. 1925, and recorded in the office of the Register of Deeds for the County of Oakland, State of Michigan, in Liber 435 of Mortgages, on page 547, on which said mortgage there is claimed to be due and unpaid for principal, interest, taxes and insurance premiums, at the date of this notice, the sum of Sixty Three Hundred Forty Seven and 60/100 ($6,347.60) Dollars, and no suit or proceeding at law or in equity having been instituted to recover the debt secured by said mortgage or any part thereof; now, therefore, by virtue of the power of sale contained in said mortgage and pursuant to the statute of the State of Michigan in such case made and provided, notice is hereby given that on WEDNESDAY, THE TWENTY-FIFTH DAY OF JULY, A. D. 1928, at twelve o'clock noon, Eastern Standard Time, the said mortgage will be foreclosed by a sale at public auction to the highest bidder for cash, at the Saginaw Street entrance to the Oakland County Building, in the City of Pontiac, Oakland County, Michigan, that being the building where the Circuit Court for the County of Oakland is held, of the premises described in said mortgage.	[196, 699, 380, 878]
legal-notice	[766, 281, 950, 475]
notice-dates: Dated: July 12, 1928. Aug. 2	[490, 483, 570, 490]
notice-divider	[766, 941, 950, 942]
notice-signature: GEORGE B. HARTRICK, Circuit Court Commissioner.	[406, 621, 566, 628]
notice-signature: STANDARD SAVINGS & LOAN ASSOCIATION, By WALTER J. L. RAY, Its Secretary.	[578, 823, 756, 838]
notice-divider	[766, 479, 950, 480]
notice-dates: Miller, Canfield, Paddock & Stone, Attorneys for Mortgagee, 2104 Penobscot Building, Detroit, Michigan. Sept. 6	[778, 922, 950, 936]
legal-notice	[196, 22, 380, 158]
notice-attorney-line: Stevenson, Butzel, Eaman & Long, Attorneys, 2233 First National Bank Bldg.	[773, 483, 943, 497]
notice-divider	[196, 162, 380, 163]
notice-body: NOTICE OF FORECLOSURE SALE—Default having been made in the terms and conditions of a certain mortgage made by Jacob Miller and Louise Miller, his wife, to Ernestine Jacobs, of Detroit, Michigan, dated the nineteenth day of April, A. D. 1926, and recorded in the office of the Register of Deeds for the County of Oakland, State of Michigan, on the twenty-first day of April, A. D. 1926, in Liber 531 of Mortgages, page 432, which said mortgage was duly assigned by the said Ernestine Jacobs to Max Fruhauf of Detroit, Michigan, by an assignment in writing, and the said assignment was recorded in said Register's Office on the twenty-first day of April, A. D. 1928, in Liber 597 of Assignments of Mortgages, on pages 321-2; upon which mortgage default has been made in the payment of the installments of principal and interest, now therefore, said default and the whole amount of principal and interest due and payable, and there is claimed to be due at the date of this notice for principal and interest the sum of One Thousand Thirteen Dollars and Twenty-six Cents ($1,013.26), and no suit or proceeding at law or in equity having been instituted to recover said sum or any part thereof. Now therefore, by virtue of the power of sale contained in said mortgage and pursuant to the statute in such case made and provided, notice is hereby given that said mortgage will be foreclosed by a sale at public vendue of the mortgaged premises, on WEDNESDAY, THE THIRD DAY OF OCTOBER, A. D. 1928, at twelve o'clock noon, Eastern Standard Time, at the Easterly or the Saginaw Street entrance to the Oakland County Building in the City of Pontiac, Oakland County, Michigan.	[766, 37, 950, 251]
notice-attorney-line: Miller, Canfield, Paddock & Stone, Attorneys, 2104 Penobscot Bldg., Detroit, Mich.	[971, 628, 1125, 642]
legal-notice	[576, 362, 760, 499]
notice-attorney-line: C. E. Gillins, Attorney, 700 Penobscot Bldg.	[413, 332, 543, 339]
notice-divider	[6, 848, 190, 849]
notice-dates: Dated: July 17, 1928. Aug. 2	[680, 491, 760, 498]
notice-signature: DAN A. McGAFFEY, Judge of Probate.	[72, 325, 186, 332]
notice-heading: MORTGAGE SALE	[1014, 642, 1082, 651]
notice-body: STATE OF MICHIGAN, County of Oakland, ss.—Suit pending before George B. Hartrick, a Circuit Court Commissioner for said County, between Julius Porath, Assignee of Earl M. Byers and Irma Byers, plaintiff, vs. Edward B. Brown and Neva Dene Brown, his wife, defendants. Summons issued and returned that defendants cannot be found, it appearing by affidavit that it cannot be ascertained in what State or Country the defendants reside; it is ordered that the said defendants appear at the Court Room of the undersigned, 521 Washington Square Building, Royal Oak, Michigan, at nine o'clock a. m. on the SEVENTEENTH DAY OF AUGUST, 1928, and defend the complaint filed in said suit or judgment will be entered by default, and that this order be served or published as required by statute. The foregoing suit involves title to: Lot 12 of Park Heights Addition of the Southeast Quarter of Southeast Quarter of Section 36, Township of Royal Oak, Oakland County, Michigan, as recorded in Liber 10, Plats, page 6.	[386, 173, 570, 309]
notice-body: STATE OF MICHIGAN, County of Oakland, ss.—Suit pending before George B. Hartrick, a Circuit Court Commissioner for said County, between Union Trust Company, a Michigan Corporation, plaintiff, vs. Gilbert C. Grant, defendant. Summons issued and returned that defendant cannot be found, it appearing by affidavit that it cannot be ascertained in what State or Country the defendant resides; it is ordered that the said defendant appear at the Court Room of the undersigned, 521 Washington Square Building, Royal Oak, Michigan, at nine o'clock a. m. on the TWENTY-FIRST DAY OF AUGUST, 1928, and defend the complaint filed in said suit or judgment will be entered by default, and that this order be served or published as required by statute. The foregoing suit involves title to: The Southerly 30 feet of lots 241 and 242 and 243, making a total frontage of 135 feet on Franklin Boulevard of Sundquists Acres in Beverly Park, Township of Royal Oak, Oakland County, Michigan, as recorded in Liber 15, Plats, page 4.	[576, 203, 760, 339]
notice-signature: WALTER C. LEWIS, Trustee, Mortgagee.	[444, 122, 566, 129]
column-rule	[382, 20, 383, 1732]
notice-divider	[386, 495, 570, 496]
notice-attorney-line: S. Vincent Fiordelis, 1312 Dahl Bldg., Detroit, Mich.	[779, 22, 937, 28]
notice-signature: THE EQUITABLE LIFE ASSURANCE SOCIETY OF THE UNITED STATES, Assignee of Mortgagee.	[780, 698, 946, 713]
notice-heading: STATE OF MICHIGAN,	[436, 498, 520, 507]
notice-divider	[576, 358, 760, 359]
legal-notice	[386, 499, 570, 636]
notice-signature: GEORGE B. HARTRICK, Circuit Court Commissioner.	[406, 309, 566, 316]
notice-heading: MORTGAGE SALE	[1014, 245, 1082, 254]
notice-signature: GEORGE B. HARTRICK, Circuit Court Commissioner.	[596, 339, 756, 346]
notice-signature: RALPH T. KEELING, Circuit Court Commissioner.	[37, 829, 186, 836]
notice-signature: WALTER C. LEWIS, Trustee, Mortgagee.	[254, 878, 376, 885]
legal-notice	[956, 433, 1140, 620]
notice-heading: MORTGAGE SALE	[254, 461, 322, 470]
